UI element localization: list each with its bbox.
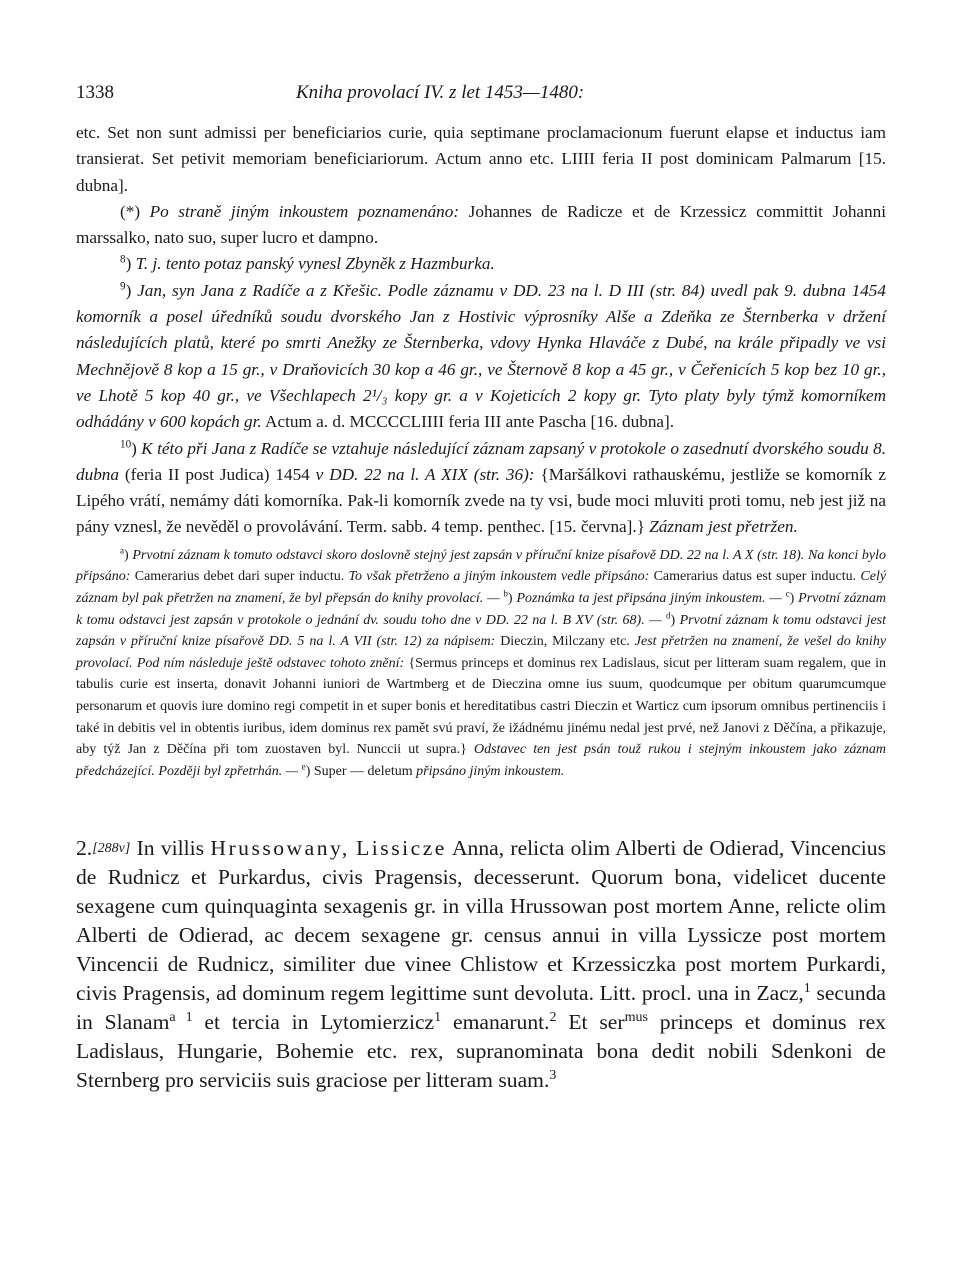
notes-block bbox=[76, 120, 886, 541]
page-header bbox=[76, 82, 886, 120]
note-paragraph-8: $^8$) T. j. tento potaz panský vynesl Zbyněk z Hazmburka. bbox=[120, 253, 495, 274]
running-title: Kniha provolací IV. z let 1453—1480: bbox=[296, 82, 585, 103]
page-number: 1338 bbox=[76, 82, 114, 103]
note-paragraph-star: (*) Po straně jiným inkoustem poznamenáno: Johannes de Radicze et de Krzessicz committit Johanni marssalko, nato suo, super lucro et dampno. bbox=[76, 201, 886, 248]
note-paragraph-continuation: etc. Set non sunt admissi per beneficiarios curie, quia septimane proclamacionum fuerunt elapse et inductus iam transierat. Set petivit memoriam beneficiariorum. Actum anno etc. LIIII feria II post dominicam Palmarum [15. dubna]. bbox=[76, 123, 886, 195]
footnotes-paragraph: $^a$) Prvotní záznam k tomuto odstavci skoro doslovně stejný jest zapsán v příruční knize písařově DD. 22 na l. A X (str. 18). Na konci bylo připsáno: Camerarius debet dari super inductu. To však přetrženo a jiným inkoustem vedle připsáno: Camerarius datus est super inductu. Celý záznam byl pak přetržen na znamení, že byl přepsán do knihy provolací. — $^b$) Poznámka ta jest připsána jiným inkoustem. — $^c$) Prvotní záznam k tomu odstavci jest zapsán v protokole o jednání dv. soudu toho dne v DD. 22 na l. B XV (str. 68). — $^d$) Prvotní záznam k tomu odstavci jest zapsán v příruční knize písařově DD. 5 na l. A VII (str. 12) za nápisem: Dieczin, Milczany etc. Jest přetržen na znamení, že vešel do knihy provolací. Pod ním následuje ještě odstavec tohoto znění: {Sermus princeps et dominus rex Ladislaus, sicut per litteram suam regalem, que in tabulis curie est inserta, donavit Johanni iuniori de Wartmberg et de Dieczina omne ius suum, quodcumque per obitum quarumcumque personarum et quovis iure domino regi competit in et super bonis et hereditatibus castri Dieczin et Warticz cum ipsorum omnibus pertinenciis i také in debitis vel in obtentis iuribus, idem dominus rex pamět svú praví, že ižádnému jinému nedal jest prvé, než Janovi z Děčína, a přikazuje, aby týž Jan z Děčína při tom zuostaven byl. Nunccii ut supra.} Odstavec ten jest psán touž rukou i stejným inkoustem jako záznam předcházející. Později byl zpřetrhán. — $^e$) Super — deletum připsáno jiným inkoustem. bbox=[76, 545, 887, 779]
note-paragraph-9: $^9$) Jan, syn Jana z Radíče a z Křešic. Podle záznamu v DD. 23 na l. D III (str. 84) uvedl pak 9. dubna 1454 komorník a posel úředníků soudu dvorského Jan z Hostivic výprosníky Alše a Zdeňka ze Šternberka v držení následujících platů, které po smrti Anežky ze Šternberka, vdovy Hynka Hlaváče z Dubé, na krále připadly ve vsi Mechnějově 8 kop a 15 gr., v Draňovicích 30 kop a 46 gr., ve Šternově 8 kop a 45 gr., v Čeřenicích 5 kop bez 10 gr., ve Lhotě 5 kop 40 gr., ve Všechlapech 2¹/₃ kopy gr. a v Kojeticích 2 kopy gr. Tyto platy byly týmž komorníkem odhádány v 600 kopách gr. Actum a. d. MCCCCLIIII feria III ante Pascha [16. dubna]. bbox=[76, 280, 886, 432]
entry-number: 2. bbox=[76, 836, 93, 861]
footnotes-block bbox=[76, 545, 886, 783]
folio-ref: [288v] bbox=[92, 841, 131, 857]
main-entry bbox=[76, 834, 886, 1095]
document-page bbox=[76, 82, 886, 1095]
note-paragraph-10: $^{10}$) K této při Jana z Radíče se vztahuje následující záznam zapsaný v protokole o zasednutí dvorského soudu 8. dubna (feria II post Judica) 1454 v DD. 22 na l. A XIX (str. 36): {Maršálkovi rathauskému, jestliže se komorník z Lipého vrátí, nemámy dáti komorníka. Pak-li komorník zvede na ty vsi, bude moci mluviti proti tomu, neb jest již na pány vznesl, že nevěděl o provolávání. Term. sabb. 4 temp. penthec. [15. června].} Záznam jest přetržen. bbox=[76, 437, 887, 537]
entry-paragraph: 2.[288v] In villis Hrussowany, Lissicze Anna, relicta olim Alberti de Odierad, Vincencius de Rudnicz et Purkardus, civis Pragensis, decesserunt. Quorum bona, videlicet ducente sexagene cum quinquaginta sexagenis gr. in villa Hrussowan post mortem Anne, relicte olim Alberti de Odierad, ac decem sexagene gr. census annui in villa Lyssicze post mortem Vincencii de Rudnicz, similiter due vinee Chlistow et Krzessiczka post mortem Purkardi, civis Pragensis, ad dominum regem legittime sunt devoluta. Litt. procl. una in Zacz,$^1$ secunda in Slanam$^{a 1}$ et tercia in Lytomierzicz$^1$ emanarunt.$^2$ Et ser$^{mus}$ princeps et dominus rex Ladislaus, Hungarie, Bohemie etc. rex, supranominata bona dedit nobili Sdenkoni de Sternberg pro serviciis suis graciose per litteram suam.$^3$ bbox=[76, 836, 887, 1093]
